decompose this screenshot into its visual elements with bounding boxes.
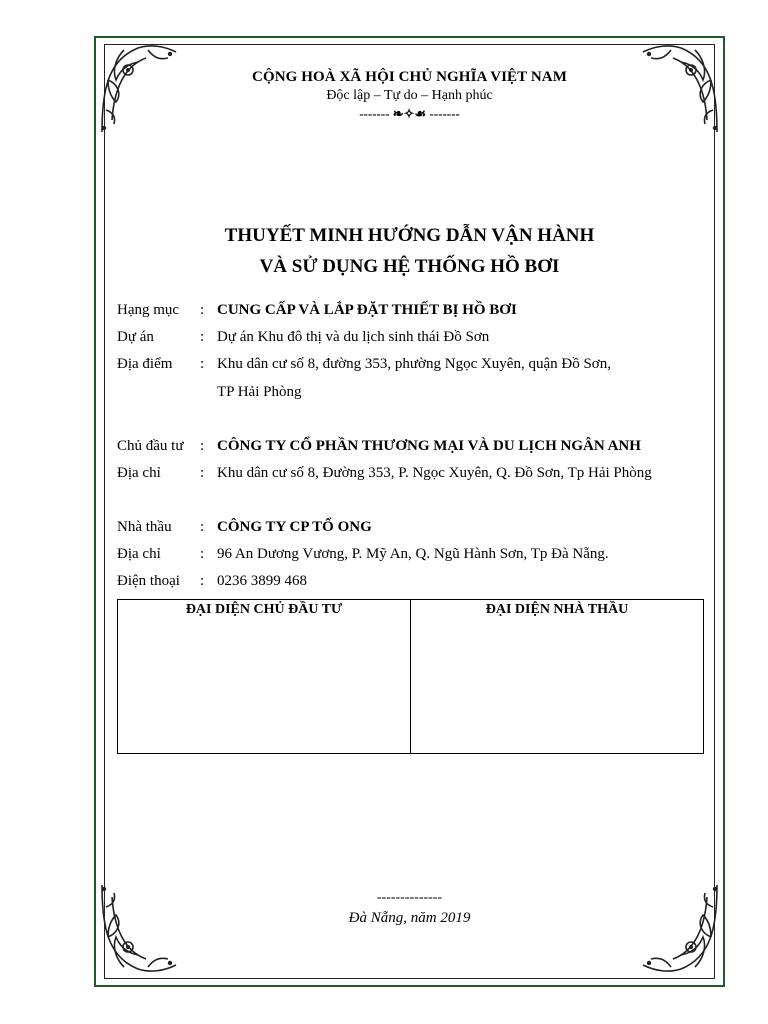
separator: : — [200, 546, 205, 562]
separator: : — [200, 573, 205, 589]
footer-dash: -------------- — [376, 890, 443, 905]
document-title-line-1: THUYẾT MINH HƯỚNG DẪN VẬN HÀNH — [224, 225, 595, 246]
investor-address: Khu dân cư số 8, Đường 353, P. Ngọc Xuyên, Q. Đồ Sơn, Tp Hải Phòng — [217, 465, 652, 481]
location-value-line-2: TP Hải Phòng — [217, 384, 302, 400]
investor-label: Chủ đầu tư — [117, 438, 184, 454]
project-value: Dự án Khu đô thị và du lịch sinh thái Đồ Sơn — [217, 329, 490, 345]
separator: : — [200, 519, 205, 535]
location-label: Địa điểm — [117, 356, 173, 372]
contractor-address: 96 An Dương Vương, P. Mỹ An, Q. Ngũ Hành Sơn, Tp Đà Nẵng. — [217, 546, 609, 562]
location-value-line-1: Khu dân cư số 8, đường 353, phường Ngọc Xuyên, quận Đồ Sơn, — [217, 356, 611, 372]
separator: : — [200, 329, 205, 345]
category-label: Hạng mục — [117, 302, 180, 318]
contractor-address-label: Địa chỉ — [117, 546, 161, 562]
investor-address-label: Địa chỉ — [117, 465, 161, 481]
signature-table — [117, 599, 704, 754]
header-ornament: ------- ❧✧☙ ------- — [359, 106, 460, 121]
separator: : — [200, 356, 205, 372]
contractor-phone: 0236 3899 468 — [217, 573, 307, 589]
category-value: CUNG CẤP VÀ LẮP ĐẶT THIẾT BỊ HỒ BƠI — [217, 302, 517, 318]
contractor-signature-cell: ĐẠI DIỆN NHÀ THẦU — [411, 600, 704, 754]
separator: : — [200, 438, 205, 454]
contractor-phone-label: Điện thoại — [117, 573, 180, 589]
inner-border — [104, 44, 715, 979]
contractor-name: CÔNG TY CP TỔ ONG — [217, 519, 372, 535]
document-title-line-2: VÀ SỬ DỤNG HỆ THỐNG HỒ BƠI — [259, 256, 560, 277]
project-label: Dự án — [117, 329, 154, 345]
separator: : — [200, 302, 205, 318]
investor-name: CÔNG TY CỔ PHẦN THƯƠNG MẠI VÀ DU LỊCH NGÂN ANH — [217, 438, 641, 454]
separator: : — [200, 465, 205, 481]
investor-signature-cell: ĐẠI DIỆN CHỦ ĐẦU TƯ — [118, 600, 411, 754]
national-title: CỘNG HOÀ XÃ HỘI CHỦ NGHĨA VIỆT NAM — [252, 69, 567, 85]
place-and-date: Đà Nẵng, năm 2019 — [348, 910, 471, 926]
national-motto: Độc lập – Tự do – Hạnh phúc — [326, 88, 493, 103]
contractor-label: Nhà thầu — [117, 519, 172, 535]
